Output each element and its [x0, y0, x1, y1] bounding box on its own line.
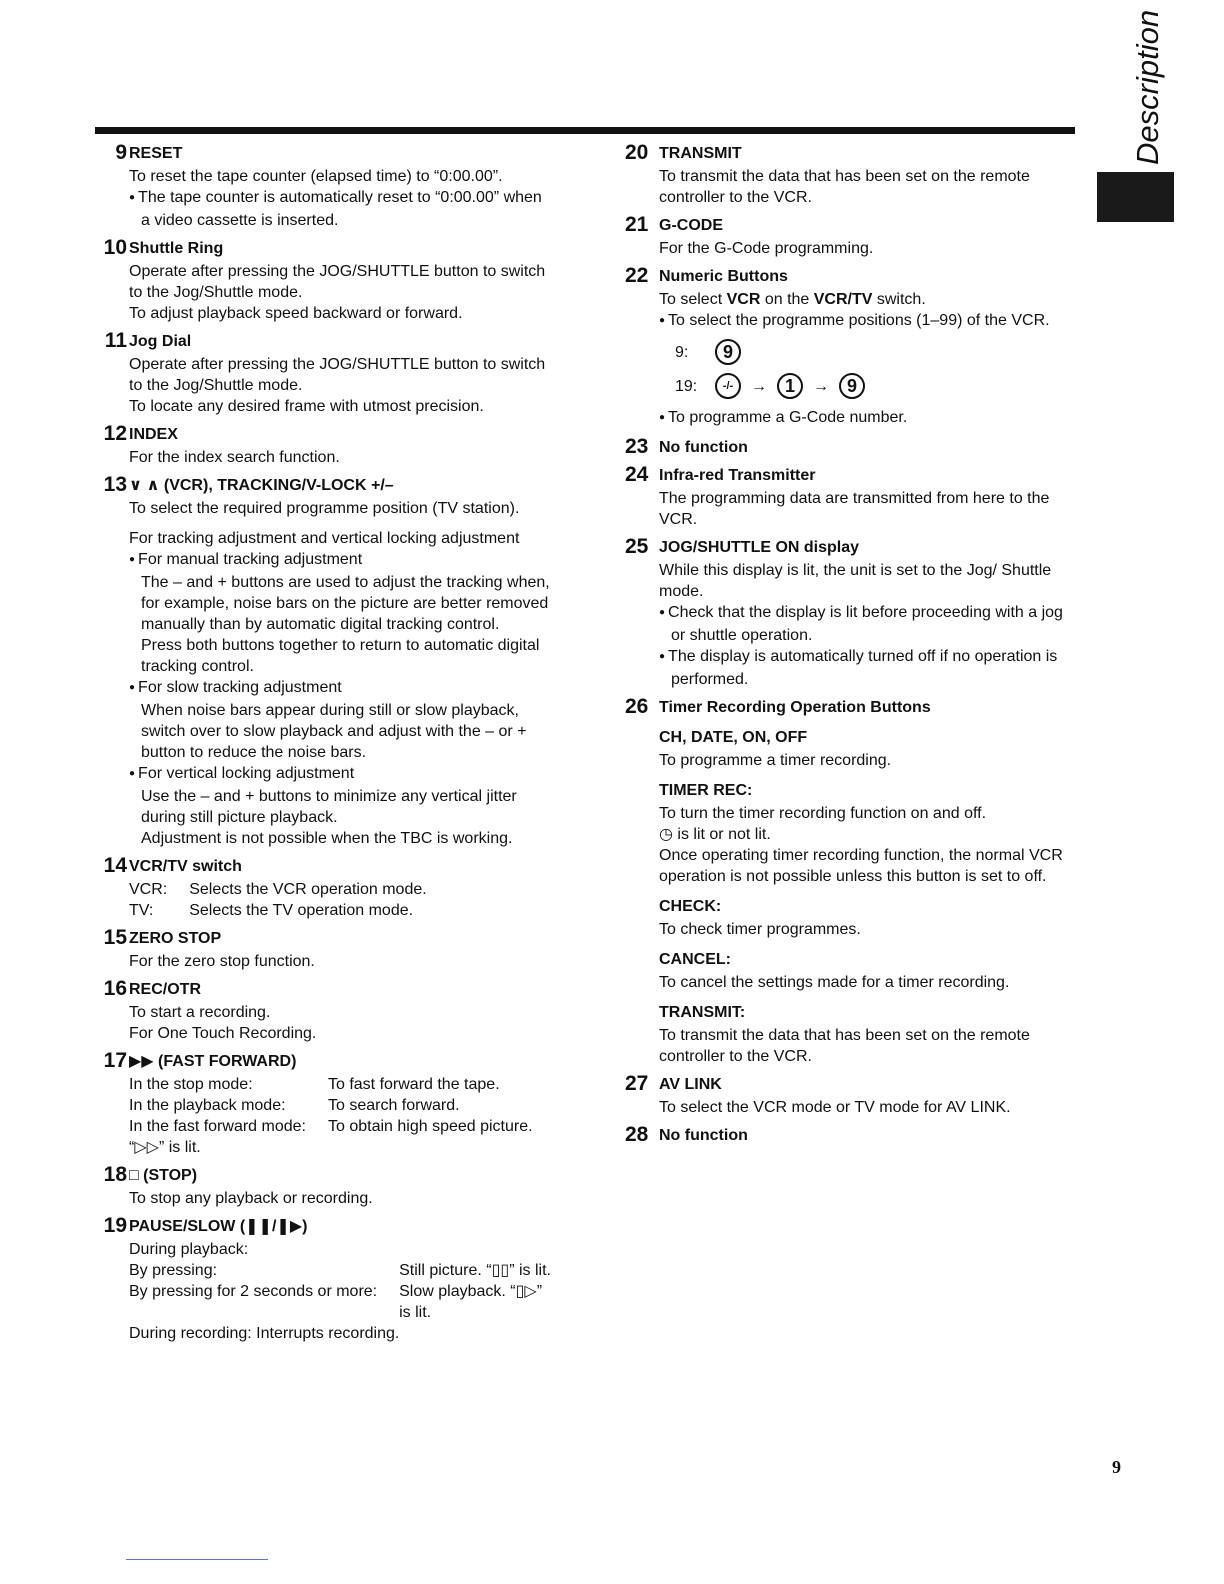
- item-number: 25: [625, 535, 649, 558]
- item-number: 13: [103, 473, 127, 496]
- section-tab: [1128, 10, 1168, 170]
- item-title: RESET: [129, 145, 183, 162]
- item-text: To adjust playback speed backward or forward.: [129, 305, 463, 322]
- mode-row: [129, 1074, 533, 1095]
- item-text: For One Touch Recording.: [129, 1025, 317, 1042]
- item-title: Infra-red Transmitter: [659, 467, 816, 484]
- item-text: Operate after pressing the JOG/SHUTTLE button to switch to the Jog/Shuttle mode.: [129, 356, 546, 394]
- item-note: “▷▷” is lit.: [129, 1139, 201, 1156]
- item-number: 28: [625, 1123, 649, 1146]
- item-title: ▶▶ (FAST FORWARD): [129, 1053, 297, 1070]
- item-number: 9: [115, 141, 127, 164]
- item-18: [95, 1165, 555, 1209]
- mode-key: In the fast forward mode:: [129, 1118, 306, 1135]
- item-number: 23: [625, 435, 649, 458]
- bullet-body: Press both buttons together to return to automatic digital tracking control.: [141, 637, 540, 675]
- example-label: 19:: [675, 377, 698, 395]
- item-number: 21: [625, 213, 649, 236]
- mode-value: Selects the TV operation mode.: [189, 902, 414, 919]
- item-title: ∨ ∧ (VCR), TRACKING/V-LOCK +/–: [129, 477, 394, 494]
- right-column: [625, 143, 1075, 1153]
- item-17: [95, 1051, 555, 1158]
- item-20: [625, 143, 1075, 208]
- item-number: 24: [625, 463, 649, 486]
- item-number: 14: [103, 854, 127, 877]
- example-19: [675, 373, 1075, 399]
- bullet-text: ● To select the programme positions (1–99) of the VCR.: [659, 310, 1075, 333]
- item-11: [95, 331, 555, 417]
- numeric-key-icon: -/-: [715, 373, 741, 399]
- item-number: 22: [625, 264, 649, 287]
- sub-heading: TIMER REC:: [659, 782, 753, 799]
- item-title: INDEX: [129, 426, 178, 443]
- arrow-right-icon: →: [813, 377, 829, 395]
- mode-row: [129, 879, 427, 900]
- example-label: 9:: [675, 343, 689, 361]
- pause-table: [129, 1260, 555, 1323]
- numeric-key-icon: 9: [839, 373, 865, 399]
- item-text: To stop any playback or recording.: [129, 1190, 373, 1207]
- sub-text: To programme a timer recording.: [659, 752, 892, 769]
- item-title: No function: [659, 439, 748, 456]
- item-title: □ (STOP): [129, 1167, 198, 1184]
- emph: VCR: [726, 291, 761, 308]
- numeric-key-icon: 9: [715, 339, 741, 365]
- bullet-text: ● The display is automatically turned off if no operation is performed.: [659, 646, 1075, 690]
- sub-heading: CHECK:: [659, 898, 722, 915]
- item-21: [625, 215, 1075, 259]
- pause-value: Still picture. “▯▯” is lit.: [399, 1262, 551, 1279]
- mode-value: To obtain high speed picture.: [327, 1118, 533, 1135]
- mode-row: [129, 1095, 533, 1116]
- item-text: To select the VCR mode or TV mode for AV LINK.: [659, 1099, 1011, 1116]
- item-text: During playback:: [129, 1241, 249, 1258]
- pause-row: [129, 1260, 555, 1281]
- item-title: JOG/SHUTTLE ON display: [659, 539, 860, 556]
- item-number: 20: [625, 141, 649, 164]
- bullet-body: When noise bars appear during still or slow playback, switch over to slow playback and adjust with the – or + button to reduce the noise bars.: [141, 702, 527, 761]
- pause-value: Slow playback. “▯▷” is lit.: [399, 1283, 543, 1321]
- bullet-body: Adjustment is not possible when the TBC is working.: [141, 830, 513, 847]
- item-27: [625, 1074, 1075, 1118]
- vcr-select-text: [659, 289, 1075, 310]
- mode-key: In the playback mode:: [129, 1097, 286, 1114]
- item-16: [95, 979, 555, 1044]
- item-number: 17: [103, 1049, 127, 1072]
- sub-text: ◷ is lit or not lit.: [659, 826, 771, 843]
- bullet-label: ● For vertical locking adjustment: [129, 763, 555, 786]
- section-tab-marker: [1097, 172, 1174, 222]
- mode-value: To fast forward the tape.: [327, 1076, 500, 1093]
- item-text: While this display is lit, the unit is set to the Jog/ Shuttle mode.: [659, 562, 1052, 600]
- item-title: Numeric Buttons: [659, 268, 788, 285]
- top-rule: [95, 127, 1075, 134]
- bullet-body: The – and + buttons are used to adjust the tracking when, for example, noise bars on the picture are better removed manually than by automatic digital tracking control.: [141, 574, 550, 633]
- item-title: REC/OTR: [129, 981, 201, 998]
- numeric-key-icon: 1: [777, 373, 803, 399]
- mode-row: [129, 900, 427, 921]
- item-9: [95, 143, 555, 231]
- sub-text: To check timer programmes.: [659, 921, 861, 938]
- item-10: [95, 238, 555, 324]
- item-text: To select the required programme position (TV station).: [129, 500, 520, 517]
- item-title: AV LINK: [659, 1076, 722, 1093]
- item-22: [625, 266, 1075, 430]
- item-26: [625, 697, 1075, 1067]
- mode-key: In the stop mode:: [129, 1076, 253, 1093]
- arrow-right-icon: →: [751, 377, 767, 395]
- item-title: Timer Recording Operation Buttons: [659, 699, 931, 716]
- item-title: ZERO STOP: [129, 930, 222, 947]
- mode-value: To search forward.: [327, 1097, 460, 1114]
- item-text: To reset the tape counter (elapsed time) to “0:00.00”.: [129, 168, 503, 185]
- bullet-text: ● The tape counter is automatically reset to “0:00.00” when a video cassette is inserted.: [129, 187, 555, 231]
- bullet-label: ● For manual tracking adjustment: [129, 549, 555, 572]
- sub-text: To turn the timer recording function on and off.: [659, 805, 987, 822]
- left-column: [95, 143, 555, 1351]
- item-title: Shuttle Ring: [129, 240, 224, 257]
- section-tab-text: Description: [1130, 10, 1165, 165]
- item-19: [95, 1216, 555, 1344]
- example-9: [675, 339, 1075, 365]
- item-text: For the G-Code programming.: [659, 240, 874, 257]
- item-text: To start a recording.: [129, 1004, 271, 1021]
- mode-row: [129, 1116, 533, 1137]
- pause-row: [129, 1281, 555, 1323]
- pause-key: By pressing:: [129, 1262, 218, 1279]
- bullet-text: ● To programme a G-Code number.: [659, 407, 1075, 430]
- sub-text: To cancel the settings made for a timer recording.: [659, 974, 1010, 991]
- sub-text: To transmit the data that has been set on the remote controller to the VCR.: [659, 1027, 1030, 1065]
- mode-key: VCR:: [129, 881, 168, 898]
- item-number: 27: [625, 1072, 649, 1095]
- bullet-text: ● Check that the display is lit before proceeding with a jog or shuttle operation.: [659, 602, 1075, 646]
- item-text: For the index search function.: [129, 449, 340, 466]
- sub-heading: TRANSMIT:: [659, 1004, 746, 1021]
- emph: VCR/TV: [813, 291, 873, 308]
- item-14: [95, 856, 555, 921]
- item-title: VCR/TV switch: [129, 858, 242, 875]
- text: To select: [659, 291, 727, 308]
- item-24: [625, 465, 1075, 530]
- item-number: 11: [104, 329, 127, 352]
- page-number: 9: [1112, 1457, 1121, 1477]
- item-note: During recording: Interrupts recording.: [129, 1325, 400, 1342]
- item-text: To locate any desired frame with utmost precision.: [129, 398, 484, 415]
- item-text: To transmit the data that has been set on the remote controller to the VCR.: [659, 168, 1030, 206]
- item-28: [625, 1125, 1075, 1146]
- item-title: PAUSE/SLOW (❚❚/❚▶): [129, 1218, 308, 1235]
- item-23: [625, 437, 1075, 458]
- text: on the: [760, 291, 814, 308]
- spacer: [129, 519, 555, 528]
- bullet-body: Use the – and + buttons to minimize any vertical jitter during still picture playback.: [141, 788, 517, 826]
- item-text: The programming data are transmitted from here to the VCR.: [659, 490, 1050, 528]
- section-tab-label: [1128, 10, 1168, 170]
- mode-key: TV:: [129, 902, 154, 919]
- item-text: Operate after pressing the JOG/SHUTTLE button to switch to the Jog/Shuttle mode.: [129, 263, 546, 301]
- item-title: TRANSMIT: [659, 145, 742, 162]
- item-13: [95, 475, 555, 849]
- item-text: For tracking adjustment and vertical locking adjustment: [129, 530, 520, 547]
- sub-text: Once operating timer recording function, the normal VCR operation is not possible unless this button is set to off.: [659, 847, 1063, 885]
- item-12: [95, 424, 555, 468]
- item-number: 18: [103, 1163, 127, 1186]
- bullet-label: ● For slow tracking adjustment: [129, 677, 555, 700]
- item-number: 26: [625, 695, 649, 718]
- text: switch.: [872, 291, 926, 308]
- item-15: [95, 928, 555, 972]
- item-25: [625, 537, 1075, 690]
- sub-heading: CH, DATE, ON, OFF: [659, 729, 808, 746]
- item-title: G-CODE: [659, 217, 723, 234]
- mode-value: Selects the VCR operation mode.: [189, 881, 427, 898]
- item-title: No function: [659, 1127, 748, 1144]
- item-number: 16: [103, 977, 127, 1000]
- item-title: Jog Dial: [129, 333, 192, 350]
- item-number: 19: [103, 1214, 127, 1237]
- item-number: 12: [103, 422, 127, 445]
- mode-table: [129, 879, 427, 921]
- footer-line: [126, 1559, 268, 1560]
- mode-table: [129, 1074, 533, 1137]
- item-text: For the zero stop function.: [129, 953, 315, 970]
- item-number: 15: [103, 926, 127, 949]
- sub-heading: CANCEL:: [659, 951, 731, 968]
- pause-key: By pressing for 2 seconds or more:: [129, 1283, 378, 1300]
- item-number: 10: [103, 236, 127, 259]
